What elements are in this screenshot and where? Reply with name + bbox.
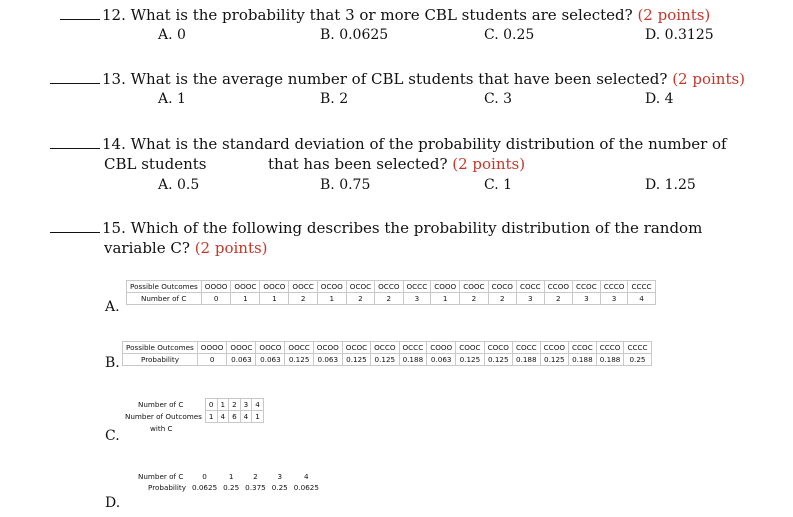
option-d[interactable]: D. 1.25 [645, 177, 696, 193]
question-text: What is the average number of CBL students that have been selected? [130, 70, 668, 88]
table-row: Probability 0.0625 0.25 0.375 0.25 0.0625 [148, 483, 319, 492]
option-d[interactable]: D. 4 [645, 91, 674, 107]
table-row: Possible Outcomes OOOO OOOC OOCO OOCC OCOO OCOC OCCO OCCC COOO COOC COCO COCC CCOO CCOC CCCO CCCC [123, 342, 652, 354]
option-a[interactable]: A. 1 [158, 91, 186, 107]
choice-letter-b[interactable]: B. [105, 355, 120, 371]
table-row: Probability 0 0.063 0.063 0.125 0.063 0.125 0.125 0.188 0.063 0.125 0.125 0.188 0.125 0.188 0.188 0.25 [123, 354, 652, 366]
option-d[interactable]: D. 0.3125 [645, 27, 714, 43]
option-c[interactable]: C. 1 [484, 177, 513, 193]
question-text: What is the probability that 3 or more CBL students are selected? [130, 6, 633, 24]
option-a[interactable]: A. 0 [158, 27, 186, 43]
question-15-line2: variable C? (2 points) [104, 239, 268, 257]
table-row: with C [150, 423, 173, 433]
table-a [126, 280, 656, 305]
points-label: (2 points) [194, 239, 268, 257]
option-b[interactable]: B. 0.0625 [320, 27, 389, 43]
table-c [122, 398, 264, 434]
table-row: Number of Outcomes 1 4 6 4 1 [122, 411, 263, 423]
answer-blank[interactable] [50, 136, 100, 149]
choice-letter-c[interactable]: C. [105, 428, 120, 444]
question-text: Which of the following describes the probability distribution of the random [130, 219, 703, 237]
choice-letter-d[interactable]: D. [105, 495, 121, 511]
table-row: Number of C 0 1 2 3 4 [122, 399, 263, 411]
option-b[interactable]: B. 0.75 [320, 177, 371, 193]
points-label: (2 points) [672, 70, 746, 88]
question-14-line2b: that has been selected? (2 points) [268, 155, 526, 173]
table-row: Number of C 0 1 2 3 4 [138, 472, 309, 481]
table-d [122, 471, 322, 493]
question-number: 14. [102, 135, 126, 153]
points-label: (2 points) [637, 6, 711, 24]
option-c[interactable]: C. 3 [484, 91, 513, 107]
answer-blank[interactable] [60, 7, 100, 20]
question-number: 12. [102, 6, 126, 24]
question-15 [50, 219, 702, 237]
points-label: (2 points) [452, 155, 526, 173]
table-b [122, 341, 652, 366]
question-number: 13. [102, 70, 126, 88]
question-14-line2: CBL students [104, 155, 207, 173]
option-a[interactable]: A. 0.5 [158, 177, 200, 193]
option-b[interactable]: B. 2 [320, 91, 349, 107]
question-14 [50, 135, 727, 153]
question-text: What is the standard deviation of the probability distribution of the number of [130, 135, 727, 153]
question-12 [60, 6, 710, 24]
question-number: 15. [102, 219, 126, 237]
option-c[interactable]: C. 0.25 [484, 27, 535, 43]
answer-blank[interactable] [50, 71, 100, 84]
table-row: Number of C 0 1 1 2 1 2 2 3 1 2 2 3 2 3 3 4 [127, 293, 656, 305]
table-row: Possible Outcomes OOOO OOOC OOCO OOCC OCOO OCOC OCCO OCCC COOO COOC COCO COCC CCOO CCOC CCCO CCCC [127, 281, 656, 293]
answer-blank[interactable] [50, 220, 100, 233]
question-13 [50, 70, 745, 88]
choice-letter-a[interactable]: A. [105, 299, 120, 315]
